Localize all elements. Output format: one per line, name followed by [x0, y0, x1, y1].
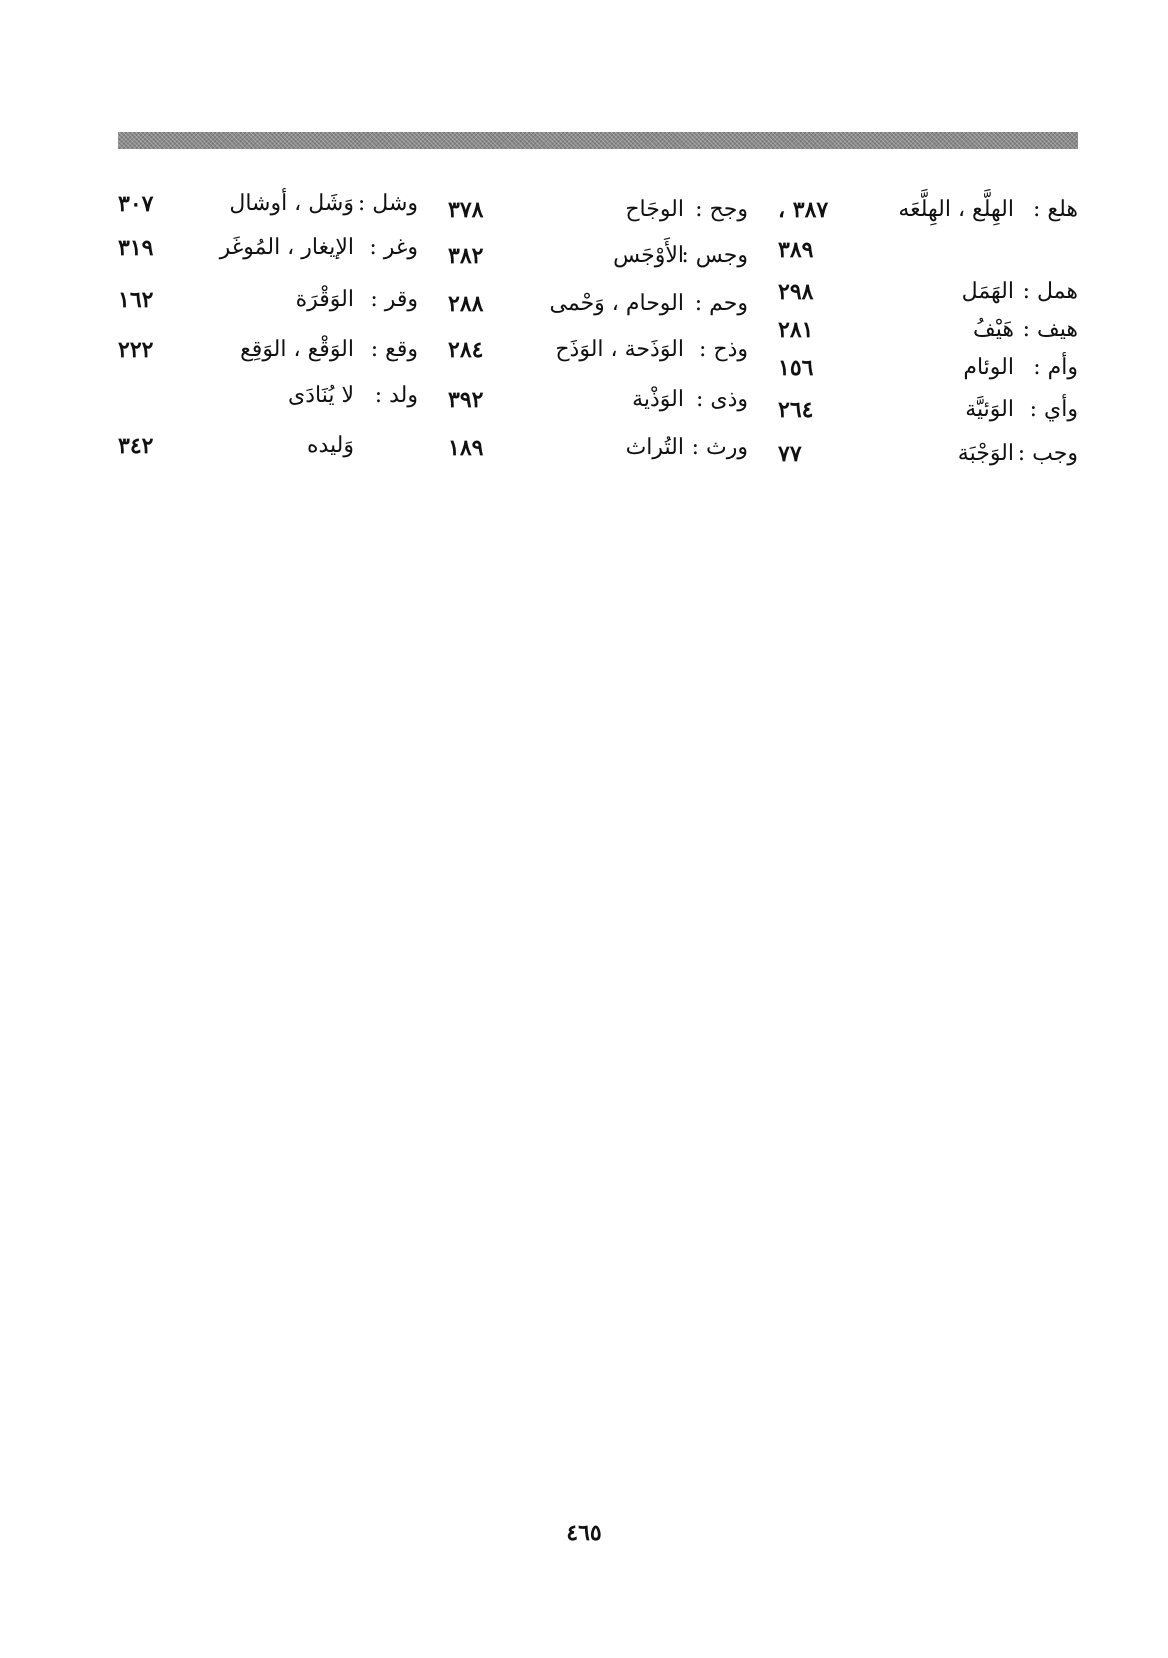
entry-words: الهِلَّع ، الهِلَّعَه [898, 197, 1014, 222]
entry-words: الوَذْية [632, 387, 684, 412]
entry-page: ١٦٢ [118, 287, 154, 313]
entry-root: وغر : [369, 235, 418, 260]
entry-root: وذى : [695, 387, 748, 412]
index-entry [448, 190, 748, 230]
entry-root: وقر : [370, 287, 418, 312]
header-rule [118, 132, 1078, 149]
entry-page: ٢٨٤ [448, 337, 484, 363]
index-entry [448, 428, 748, 468]
entry-page: ٣٨٢ [448, 243, 484, 269]
index-entry [118, 330, 418, 370]
entry-root: وأم : [1033, 355, 1078, 380]
index-entry [778, 348, 1078, 388]
entry-root: وجس : [681, 243, 748, 268]
entry-page: ٢٢٢ [118, 337, 154, 363]
entry-page: ٢٦٤ [778, 397, 814, 423]
index-entry [118, 376, 418, 416]
entry-root: وأي : [1029, 397, 1078, 422]
index-entry [448, 284, 748, 324]
entry-root: ورث : [691, 435, 748, 460]
index-entry [778, 390, 1078, 430]
index-entry [778, 190, 1078, 230]
entry-page: ٢٩٨ [778, 279, 814, 305]
entry-words: الوَقْرَة [295, 287, 354, 312]
index-entry [778, 310, 1078, 350]
entry-words: الوَئيَّة [965, 397, 1014, 422]
index-entry [448, 330, 748, 370]
entry-words: الهَمَل [961, 279, 1014, 304]
entry-root: وذح : [698, 337, 748, 362]
index-entry [118, 426, 418, 466]
entry-page: ٣٤٢ [118, 433, 154, 459]
entry-page: ٧٧ [778, 441, 802, 467]
entry-words: الوَقْع ، الوَقِع [240, 337, 354, 362]
entry-root: وشل : [357, 191, 418, 216]
entry-page: ٣٨٩ [778, 237, 814, 263]
index-entry [778, 434, 1078, 474]
entry-page: ١٨٩ [448, 435, 484, 461]
entry-page: ١٥٦ [778, 355, 814, 381]
entry-words: الإيغار ، المُوغَر [219, 235, 354, 260]
page-number: ٤٦٥ [566, 1520, 602, 1546]
entry-words: الوحام ، وَحْمى [549, 291, 684, 316]
entry-words: لا يُنَادَى [287, 383, 354, 408]
index-entry [448, 380, 748, 420]
index-entry [448, 236, 748, 276]
entry-words: الوجَاح [625, 197, 684, 222]
entry-page: ٢٨٨ [448, 291, 484, 317]
index-entry [778, 230, 1078, 270]
entry-root: همل : [1022, 279, 1078, 304]
entry-root: وحم : [694, 291, 748, 316]
entry-page: ٣٩٢ [448, 387, 484, 413]
index-entry [118, 228, 418, 268]
entry-words: هَيْفُ [972, 317, 1014, 342]
index-entry [118, 184, 418, 224]
entry-root: هلع : [1033, 197, 1078, 222]
entry-root: وجح : [695, 197, 748, 222]
entry-page: ٣٨٧ ، [778, 197, 829, 223]
entry-page: ٣٠٧ [118, 191, 154, 217]
entry-root: هيف : [1022, 317, 1078, 342]
entry-page: ٣١٩ [118, 235, 154, 261]
entry-page: ٢٨١ [778, 317, 814, 343]
entry-words: التُراث [625, 435, 684, 460]
entry-words: وَشَل ، أوشال [229, 191, 354, 216]
entry-root: وجب : [1017, 441, 1078, 466]
entry-page: ٣٧٨ [448, 197, 484, 223]
entry-words: وَليده [306, 433, 354, 458]
entry-words: الوئام [963, 355, 1014, 380]
entry-words: الوَذَحة ، الوَذَح [555, 337, 684, 362]
entry-words: الوَجْبَة [957, 441, 1014, 466]
entry-root: ولد : [374, 383, 418, 408]
entry-root: وقع : [370, 337, 418, 362]
entry-words: الأَوْجَس [613, 243, 684, 268]
index-entry [778, 272, 1078, 312]
index-entry [118, 280, 418, 320]
